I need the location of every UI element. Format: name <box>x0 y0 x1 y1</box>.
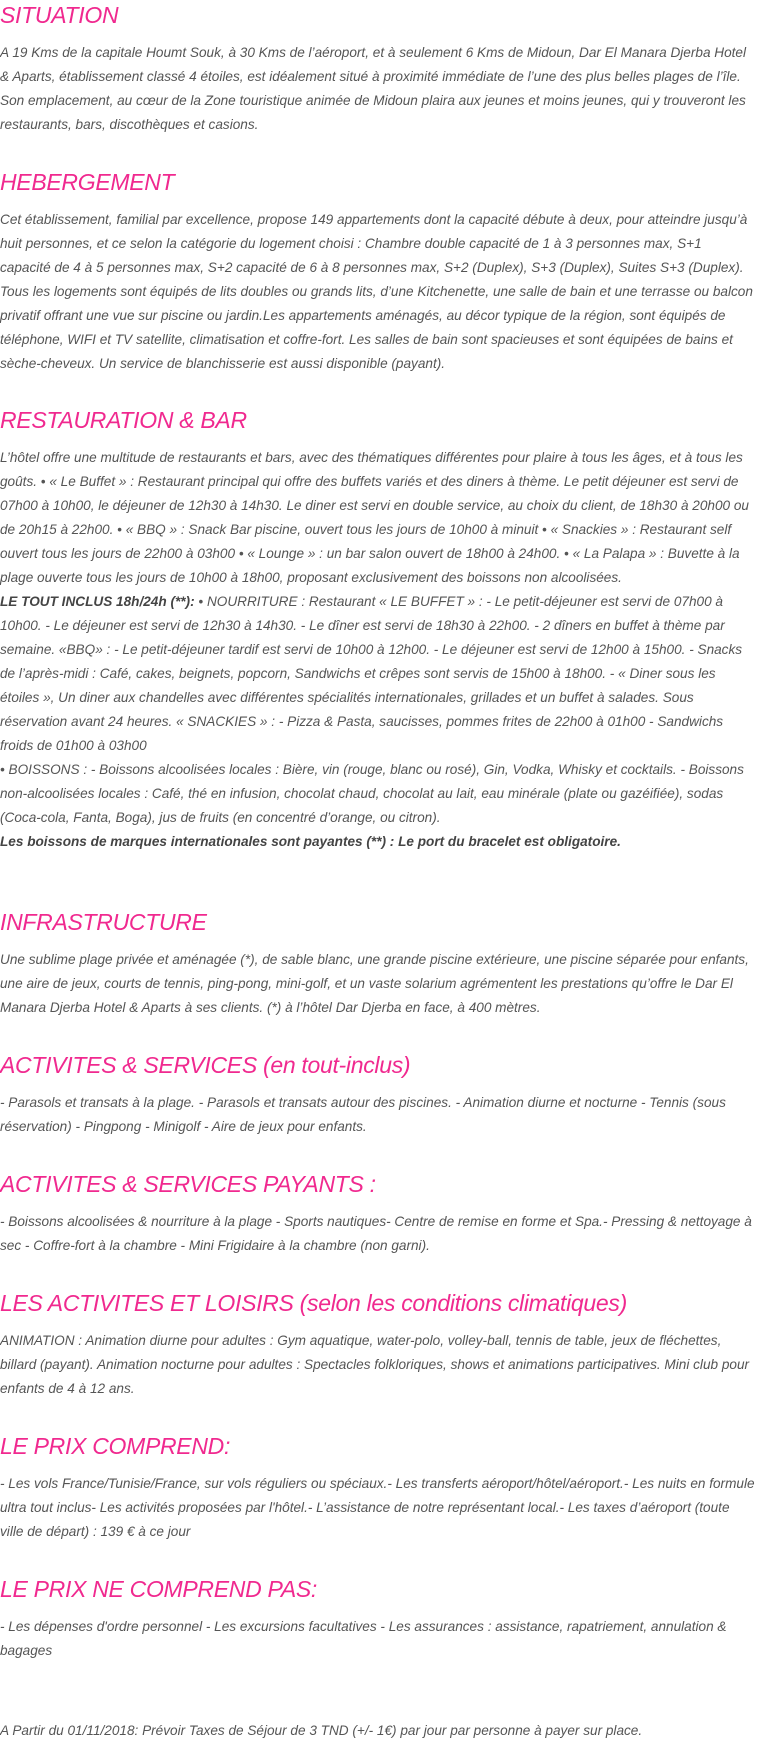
drinks-text: • BOISSONS : - Boissons alcoolisées locales : Bière, vin (rouge, blanc ou rosé), Gin, Vodka, Whisky et cocktails. - Boissons non-alcoolisées locales : Café, thé en infusion, chocolat chaud, chocolat au lait, eau minérale (plate ou gazéifiée), sodas (Coca-cola, Fanta, Boga), jus de fruits (en concentré d’orange, ou citron). <box>0 762 744 825</box>
section-heading-loisirs: LES ACTIVITES ET LOISIRS (selon les conditions climatiques) <box>0 1290 627 1316</box>
section-situation <box>0 0 756 137</box>
section-prix-ne-comprend-pas <box>0 1574 756 1663</box>
section-activites-payants <box>0 1169 756 1258</box>
section-heading-activites-inclus: ACTIVITES & SERVICES (en tout-inclus) <box>0 1052 411 1078</box>
section-prix-comprend <box>0 1431 756 1544</box>
section-heading-situation: SITUATION <box>0 2 119 28</box>
section-hebergement <box>0 167 756 376</box>
section-text-hebergement: Cet établissement, familial par excellence, propose 149 appartements dont la capacité débute à deux, pour atteindre jusqu’à huit personnes, et ce selon la catégorie du logement choisi : Chambre double capacité de 1 à 3 personnes max, S+1 capacité de 4 à 5 personnes max, S+2 capacité de 6 à 8 personnes max, S+2 (Duplex), S+3 (Duplex), Suites S+3 (Duplex). Tous les logements sont équipés de lits doubles ou grands lits, d’une Kitchenette, une salle de bain et une terrasse ou balcon privatif offrant une vue sur piscine ou jardin.Les appartements aménagés, au décor typique de la région, sont équipés de téléphone, WIFI et TV satellite, climatisation et coffre-fort. Les salles de bain sont spacieuses et sont équipées de bains et sèche-cheveux. Un service de blanchisserie est aussi disponible (payant). <box>0 212 753 371</box>
section-infrastructure <box>0 907 756 1020</box>
section-text-infrastructure: Une sublime plage privée et aménagée (*), de sable blanc, une grande piscine extérieure, une piscine séparée pour enfants, une aire de jeux, courts de tennis, ping-pong, mini-golf, et un vaste solarium agrémentent les prestations qu’offre le Dar El Manara Djerba Hotel & Aparts à ses clients. (*) à l’hôtel Dar Djerba en face, à 400 mètres. <box>0 952 749 1015</box>
section-heading-prix-ne-comprend-pas: LE PRIX NE COMPREND PAS: <box>0 1576 318 1602</box>
section-heading-infrastructure: INFRASTRUCTURE <box>0 909 207 935</box>
section-text-prix-ne-comprend-pas: - Les dépenses d'ordre personnel - Les excursions facultatives - Les assurances : assistance, rapatriement, annulation & bagages <box>0 1619 727 1658</box>
section-activites-inclus <box>0 1050 756 1139</box>
section-heading-restauration: RESTAURATION & BAR <box>0 407 247 433</box>
section-restauration <box>0 405 756 854</box>
section-text-activites-inclus: - Parasols et transats à la plage. - Parasols et transats autour des piscines. - Animation diurne et nocturne - Tennis (sous réservation) - Pingpong - Minigolf - Aire de jeux pour enfants. <box>0 1095 726 1134</box>
section-heading-activites-payants: ACTIVITES & SERVICES PAYANTS : <box>0 1171 376 1197</box>
section-text-activites-payants: - Boissons alcoolisées & nourriture à la plage - Sports nautiques- Centre de remise en forme et Spa.- Pressing & nettoyage à sec - Coffre-fort à la chambre - Mini Frigidaire à la chambre (non garni). <box>0 1214 752 1253</box>
bracelet-note: Les boissons de marques internationales sont payantes (**) : Le port du bracelet est obligatoire. <box>0 834 621 849</box>
section-heading-prix-comprend: LE PRIX COMPREND: <box>0 1433 231 1459</box>
section-text-situation: A 19 Kms de la capitale Houmt Souk, à 30 Kms de l’aéroport, et à seulement 6 Kms de Midoun, Dar El Manara Djerba Hotel & Aparts, établissement classé 4 étoiles, est idéalement situé à proximité immédiate de l’une des plus belles plages de l’île. Son emplacement, au cœur de la Zone touristique animée de Midoun plaira aux jeunes et moins jeunes, qui y trouveront les restaurants, bars, discothèques et casions. <box>0 45 747 132</box>
section-text-loisirs: ANIMATION : Animation diurne pour adultes : Gym aquatique, water-polo, volley-ball, tennis de table, jeux de fléchettes, billard (payant). Animation nocturne pour adultes : Spectacles folkloriques, shows et animations participatives. Mini club pour enfants de 4 à 12 ans. <box>0 1333 750 1396</box>
all-inclusive-text: • NOURRITURE : Restaurant « LE BUFFET » : - Le petit-déjeuner est servi de 07h00 à 10h00. - Le déjeuner est servi de 12h30 à 14h30. - Le dîner est servi de 18h30 à 22h00. - 2 dîners en buffet à thème par semaine. «BBQ» : - Le petit-déjeuner tardif est servi de 10h00 à 12h00. - Le déjeuner est servi de 12h00 à 15h00. - Snacks de l’après-midi : Café, cakes, beignets, popcorn, Sandwichs et crêpes sont servis de 15h00 à 18h00. - « Diner sous les étoiles », Un diner aux chandelles avec différentes spécialités internationales, grillades et un buffet à salades. Sous réservation avant 24 heures. « SNACKIES » : - Pizza & Pasta, saucisses, pommes frites de 22h00 à 01h00 - Sandwichs froids de 01h00 à 03h00 <box>0 594 743 753</box>
all-inclusive-label: LE TOUT INCLUS 18h/24h (**): <box>0 594 195 609</box>
all-inclusive-paragraph <box>0 590 756 758</box>
section-text-prix-comprend: - Les vols France/Tunisie/France, sur vols réguliers ou spéciaux.- Les transferts aéroport/hôtel/aéroport.- Les nuits en formule ultra tout inclus- Les activités proposées par l'hôtel.- L’assistance de notre représentant local.- Les taxes d’aéroport (toute ville de départ) : 139 € à ce jour <box>0 1476 755 1539</box>
section-loisirs <box>0 1288 756 1401</box>
restauration-intro-text: L’hôtel offre une multitude de restaurants et bars, avec des thématiques différentes pour plaire à tous les âges, et à tous les goûts. • « Le Buffet » : Restaurant principal qui offre des buffets variés et des diners à thème. Le petit déjeuner est servi de 07h00 à 10h00, le déjeuner de 12h30 à 14h30. Le diner est servi en double service, au choix du client, de 18h30 à 20h00 ou de 20h15 à 22h00. • « BBQ » : Snack Bar piscine, ouvert tous les jours de 10h00 à minuit • « Snackies » : Restaurant self ouvert tous les jours de 22h00 à 03h00 • « Lounge » : un bar salon ouvert de 18h00 à 24h00. • « La Palapa » : Buvette à la plage ouverte tous les jours de 10h00 à 18h00, proposant exclusivement des boissons non alcoolisées. <box>0 450 749 585</box>
section-heading-hebergement: HEBERGEMENT <box>0 169 175 195</box>
tourist-tax-note: A Partir du 01/11/2018: Prévoir Taxes de Séjour de 3 TND (+/- 1€) par jour par personne à payer sur place. <box>0 1723 643 1738</box>
